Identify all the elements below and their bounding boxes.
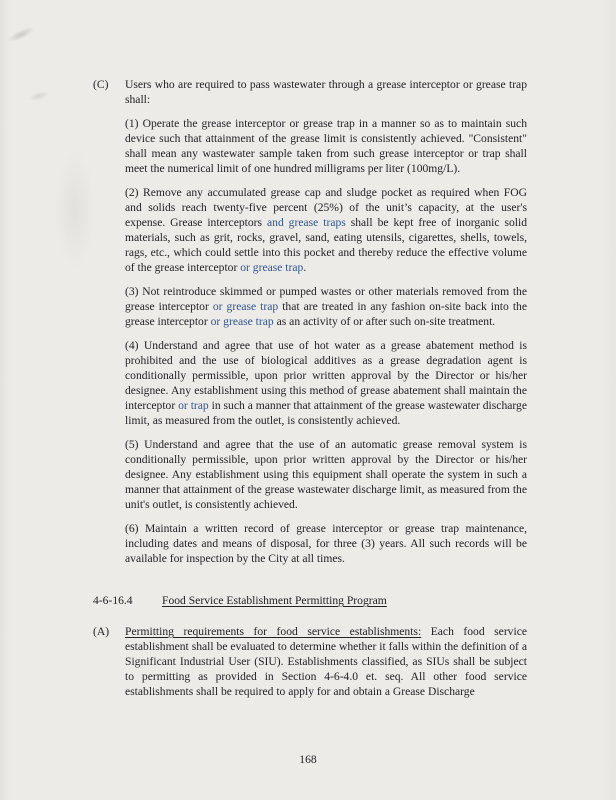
- doc-item: [93, 624, 527, 699]
- paragraph: [125, 185, 527, 275]
- text-segment: that are treated in any fashion on-site back into the grease interceptor: [125, 300, 527, 328]
- scan-smudge: [27, 89, 50, 102]
- paragraph: [125, 437, 527, 512]
- text-segment: Each food service establishment shall be evaluated to determine whether it falls within the definition of a Significant Industrial User (SIU). Establishments classified, as SIUs shall be subject to permitting as provided in Section 4-6-4.0 et. seq. All other food service establishments shall be required to apply for and obtain a Grease Discharge: [125, 625, 527, 698]
- text-segment: or grease trap: [240, 261, 304, 274]
- text-segment: or grease trap: [210, 315, 274, 328]
- doc-item: [93, 77, 527, 566]
- text-segment: Permitting requirements for food service establishments:: [125, 625, 422, 638]
- page-number: 168: [299, 753, 317, 766]
- text-segment: (4) Understand and agree that use of hot water as a grease abatement method is prohibited and the use of biological additives as a grease degradation agent is conditionally permissible, upon prior written approval by the Director or his/her designee. Any establishment using this method of grease abatement shall maintain the interceptor: [125, 339, 527, 412]
- text-segment: (1) Operate the grease interceptor or grease trap in a manner so as to maintain such device such that attainment of the grease limit is consistently achieved. "Consistent" shall mean any wastewater sample taken from such grease interceptor or trap shall meet the numerical limit of one hundred milligrams per liter (100mg/L).: [125, 117, 527, 175]
- scan-smudge: [55, 150, 95, 270]
- paragraph: [125, 77, 527, 107]
- text-segment: or grease trap: [212, 300, 279, 313]
- item-body: [125, 624, 527, 699]
- item-body: [125, 77, 527, 566]
- text-segment: (6) Maintain a written record of grease interceptor or grease trap maintenance, including dates and means of disposal, for three (3) years. All such records will be available for inspection by the City at all times.: [125, 522, 527, 565]
- document-content: [93, 77, 527, 699]
- text-segment: (5) Understand and agree that the use of an automatic grease removal system is conditionally permissible, upon prior written approval by the Director or his/her designee. Any establishment using this equipment shall operate the system in such a manner that attainment of the grease wastewater discharge limit, as measured from the unit's outlet, is consistently achieved.: [125, 438, 527, 511]
- paragraph: [125, 116, 527, 176]
- text-segment: in such a manner that attainment of the grease wastewater discharge limit, as measured from the outlet, is consistently achieved.: [125, 399, 527, 427]
- section-number: 4-6-16.4: [93, 594, 133, 607]
- paragraph: [125, 624, 527, 699]
- paragraph: [125, 284, 527, 329]
- scan-smudge: [6, 24, 37, 45]
- text-segment: Users who are required to pass wastewater through a grease interceptor or grease trap shall:: [125, 78, 527, 106]
- paragraph: [125, 521, 527, 566]
- text-segment: or trap: [178, 399, 209, 412]
- item-label: (C): [93, 78, 109, 91]
- paragraph: [125, 338, 527, 428]
- text-segment: shall be kept free of inorganic solid materials, such as grit, rocks, gravel, sand, eating utensils, cigarettes, shells, towels, rags, etc., which could settle into this pocket and thereby reduce the effective volume of the grease interceptor: [125, 216, 527, 274]
- item-label: (A): [93, 625, 110, 638]
- text-segment: and grease traps: [267, 216, 346, 229]
- text-segment: (2) Remove any accumulated grease cap and sludge pocket as required when FOG and solids reach twenty-five percent (25%) of the unit’s capacity, at the user's expense. Grease interceptors: [125, 186, 527, 229]
- text-segment: as an activity of or after such on-site treatment.: [273, 315, 496, 328]
- text-segment: (3) Not reintroduce skimmed or pumped wastes or other materials removed from the grease interceptor: [125, 285, 527, 313]
- section-heading: [93, 593, 527, 608]
- text-segment: .: [303, 261, 307, 274]
- section-title: Food Service Establishment Permitting Program: [162, 594, 387, 607]
